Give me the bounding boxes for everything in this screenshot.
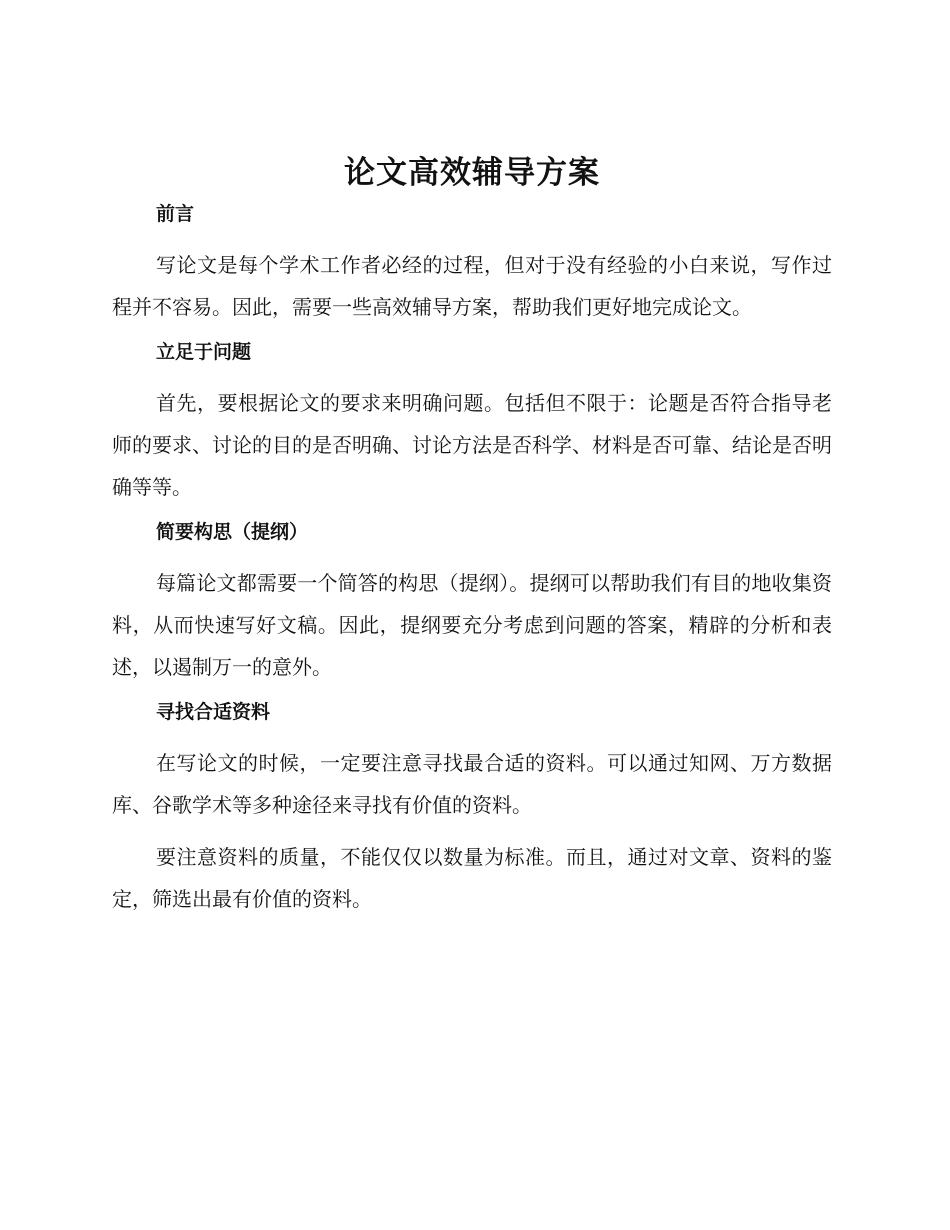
section-paragraph: 写论文是每个学术工作者必经的过程，但对于没有经验的小白来说，写作过程并不容易。因此，需要一些高效辅导方案，帮助我们更好地完成论文。 — [112, 253, 832, 319]
section-materials — [112, 698, 832, 920]
document-title: 论文高效辅导方案 — [344, 155, 600, 191]
section-heading: 寻找合适资料 — [156, 701, 271, 723]
section-paragraph: 首先，要根据论文的要求来明确问题。包括但不限于：论题是否符合指导老师的要求、讨论的目的是否明确、讨论方法是否科学、材料是否可靠、结论是否明确等等。 — [112, 391, 832, 499]
section-problem — [112, 338, 832, 508]
section-heading: 立足于问题 — [156, 341, 252, 363]
section-heading: 前言 — [156, 203, 195, 225]
section-preface — [112, 200, 832, 328]
section-paragraph: 在写论文的时候，一定要注意寻找最合适的资料。可以通过知网、万方数据库、谷歌学术等多种途径来寻找有价值的资料。 — [112, 751, 832, 817]
section-paragraph: 要注意资料的质量，不能仅仅以数量为标准。而且，通过对文章、资料的鉴定，筛选出最有价值的资料。 — [112, 845, 832, 911]
document-page — [112, 150, 832, 930]
section-outline — [112, 518, 832, 688]
section-heading: 简要构思（提纲） — [156, 521, 309, 543]
section-paragraph: 每篇论文都需要一个简答的构思（提纲）。提纲可以帮助我们有目的地收集资料，从而快速写好文稿。因此，提纲要充分考虑到问题的答案，精辟的分析和表述，以遏制万一的意外。 — [112, 571, 832, 679]
